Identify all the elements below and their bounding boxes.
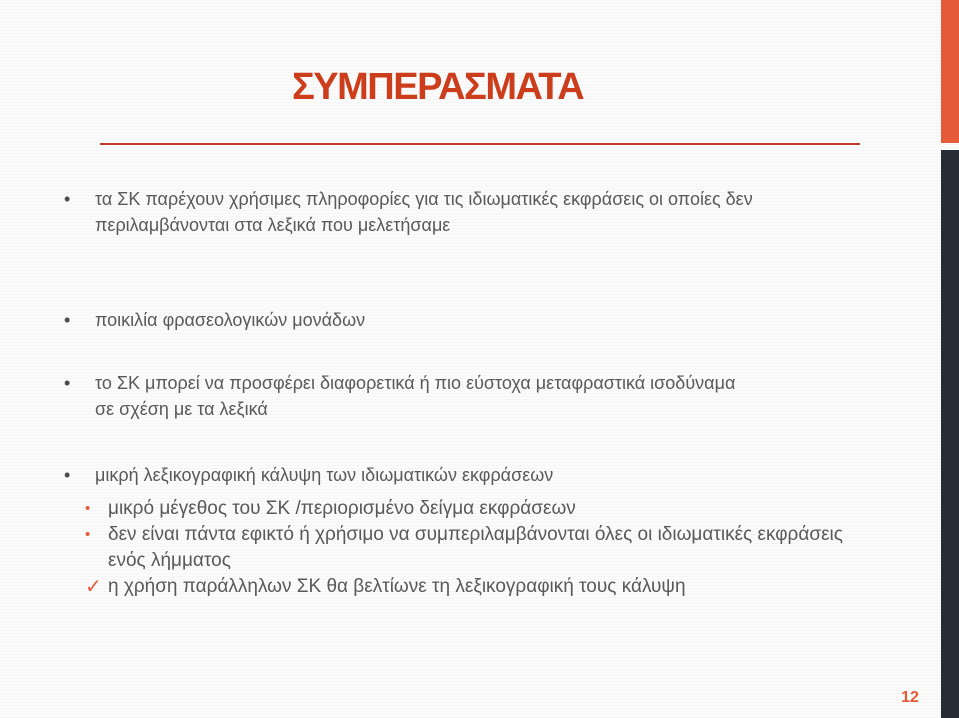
accent-bar-dark (941, 150, 959, 718)
sub-bullet-marker: • (85, 526, 91, 543)
bullet-text: τα ΣΚ παρέχουν χρήσιμες πληροφορίες για τις ιδιωματικές εκφράσεις οι οποίες δεν περιλαμβάνονται στα λεξικά που μελετήσαμε (95, 189, 753, 235)
conclusion-text: η χρήση παράλληλων ΣΚ θα βελτίωνε τη λεξικογραφική τους κάλυψη (108, 576, 686, 597)
slide-title: ΣΥΜΠΕΡΑΣΜΑΤΑ (292, 66, 584, 108)
bullet-marker: • (64, 310, 71, 330)
bullet-text: ποικιλία φρασεολογικών μονάδων (95, 310, 366, 330)
bullet-text: το ΣΚ μπορεί να προσφέρει διαφορετικά ή πιο εύστοχα μεταφραστικά ισοδύναμα σε σχέση με τα λεξικά (95, 373, 736, 419)
sub-bullet-text: δεν είναι πάντα εφικτό ή χρήσιμο να συμπεριλαμβάνονται όλες οι ιδιωματικές εκφράσεις ενός λήμματος (108, 524, 843, 571)
title-divider (100, 143, 860, 145)
accent-bar-orange (941, 0, 959, 143)
sub-bullet-marker: • (85, 500, 91, 517)
bullet-marker: • (64, 373, 71, 393)
bullet-marker: • (64, 465, 71, 485)
checkmark-icon: ✓ (85, 576, 102, 598)
sub-bullet-text: μικρό μέγεθος του ΣΚ /περιορισμένο δείγμα εκφράσεων (108, 498, 576, 519)
bullet-text: μικρή λεξικογραφική κάλυψη των ιδιωματικών εκφράσεων (95, 465, 554, 485)
page-number: 12 (901, 689, 919, 706)
bullet-marker: • (64, 189, 71, 209)
